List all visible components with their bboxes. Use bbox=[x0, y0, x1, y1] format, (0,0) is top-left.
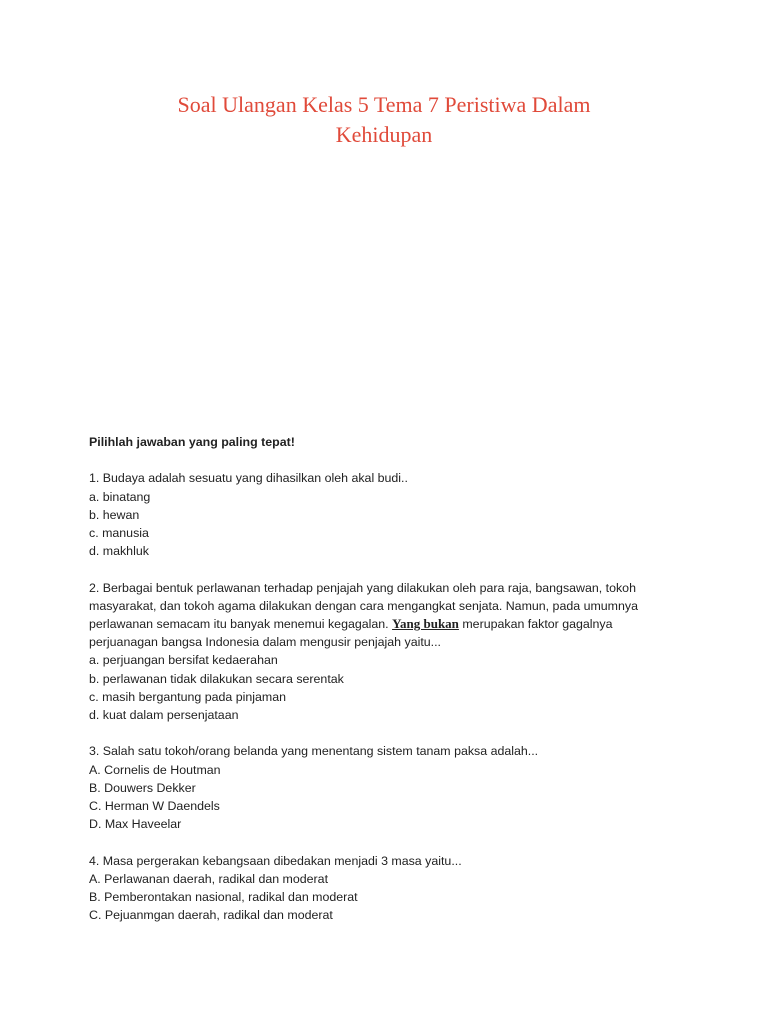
title-line-2: Kehidupan bbox=[335, 122, 433, 147]
question-text-with-emphasis bbox=[89, 615, 689, 633]
question-text: perjuanagan bangsa Indonesia dalam mengusir penjajah yaitu... bbox=[89, 635, 442, 650]
question-text: 3. Salah satu tokoh/orang belanda yang menentang sistem tanam paksa adalah... bbox=[89, 744, 539, 759]
answer-option: c. masih bergantung pada pinjaman bbox=[89, 689, 287, 704]
question-2 bbox=[89, 579, 689, 725]
answer-option: B. Douwers Dekker bbox=[89, 780, 196, 795]
answer-option: C. Herman W Daendels bbox=[89, 799, 220, 814]
question-text: merupakan faktor gagalnya bbox=[458, 617, 613, 631]
question-4 bbox=[89, 852, 689, 925]
answer-option: D. Max Haveelar bbox=[89, 817, 182, 832]
emphasis-text: Yang bukan bbox=[392, 616, 459, 631]
answer-option: A. Cornelis de Houtman bbox=[89, 762, 221, 777]
question-text: 4. Masa pergerakan kebangsaan dibedakan menjadi 3 masa yaitu... bbox=[89, 853, 462, 868]
question-text: perlawanan semacam itu banyak menemui kegagalan. bbox=[89, 617, 393, 631]
question-text: 1. Budaya adalah sesuatu yang dihasilkan oleh akal budi.. bbox=[89, 471, 408, 486]
question-text: masyarakat, dan tokoh agama dilakukan dengan cara mengangkat senjata. Namun, pada umumnya bbox=[89, 598, 638, 613]
answer-option: C. Pejuanmgan daerah, radikal dan moderat bbox=[89, 908, 333, 923]
page-title bbox=[60, 90, 708, 150]
question-text: 2. Berbagai bentuk perlawanan terhadap penjajah yang dilakukan oleh para raja, bangsawan, tokoh bbox=[89, 580, 636, 595]
question-3 bbox=[89, 742, 689, 833]
instruction-text: Pilihlah jawaban yang paling tepat! bbox=[89, 435, 295, 449]
answer-option: b. hewan bbox=[89, 507, 140, 522]
answer-option: A. Perlawanan daerah, radikal dan moderat bbox=[89, 871, 329, 886]
answer-option: a. binatang bbox=[89, 489, 151, 504]
answer-option: b. perlawanan tidak dilakukan secara serentak bbox=[89, 671, 344, 686]
answer-option: c. manusia bbox=[89, 526, 149, 540]
answer-option: B. Pemberontakan nasional, radikal dan moderat bbox=[89, 890, 358, 905]
answer-option: d. makhluk bbox=[89, 544, 149, 559]
quiz-content bbox=[89, 433, 689, 943]
answer-option: d. kuat dalam persenjataan bbox=[89, 708, 239, 723]
answer-option: a. perjuangan bersifat kedaerahan bbox=[89, 653, 278, 668]
question-1 bbox=[89, 469, 689, 560]
title-line-1: Soal Ulangan Kelas 5 Tema 7 Peristiwa Dalam bbox=[177, 92, 591, 117]
